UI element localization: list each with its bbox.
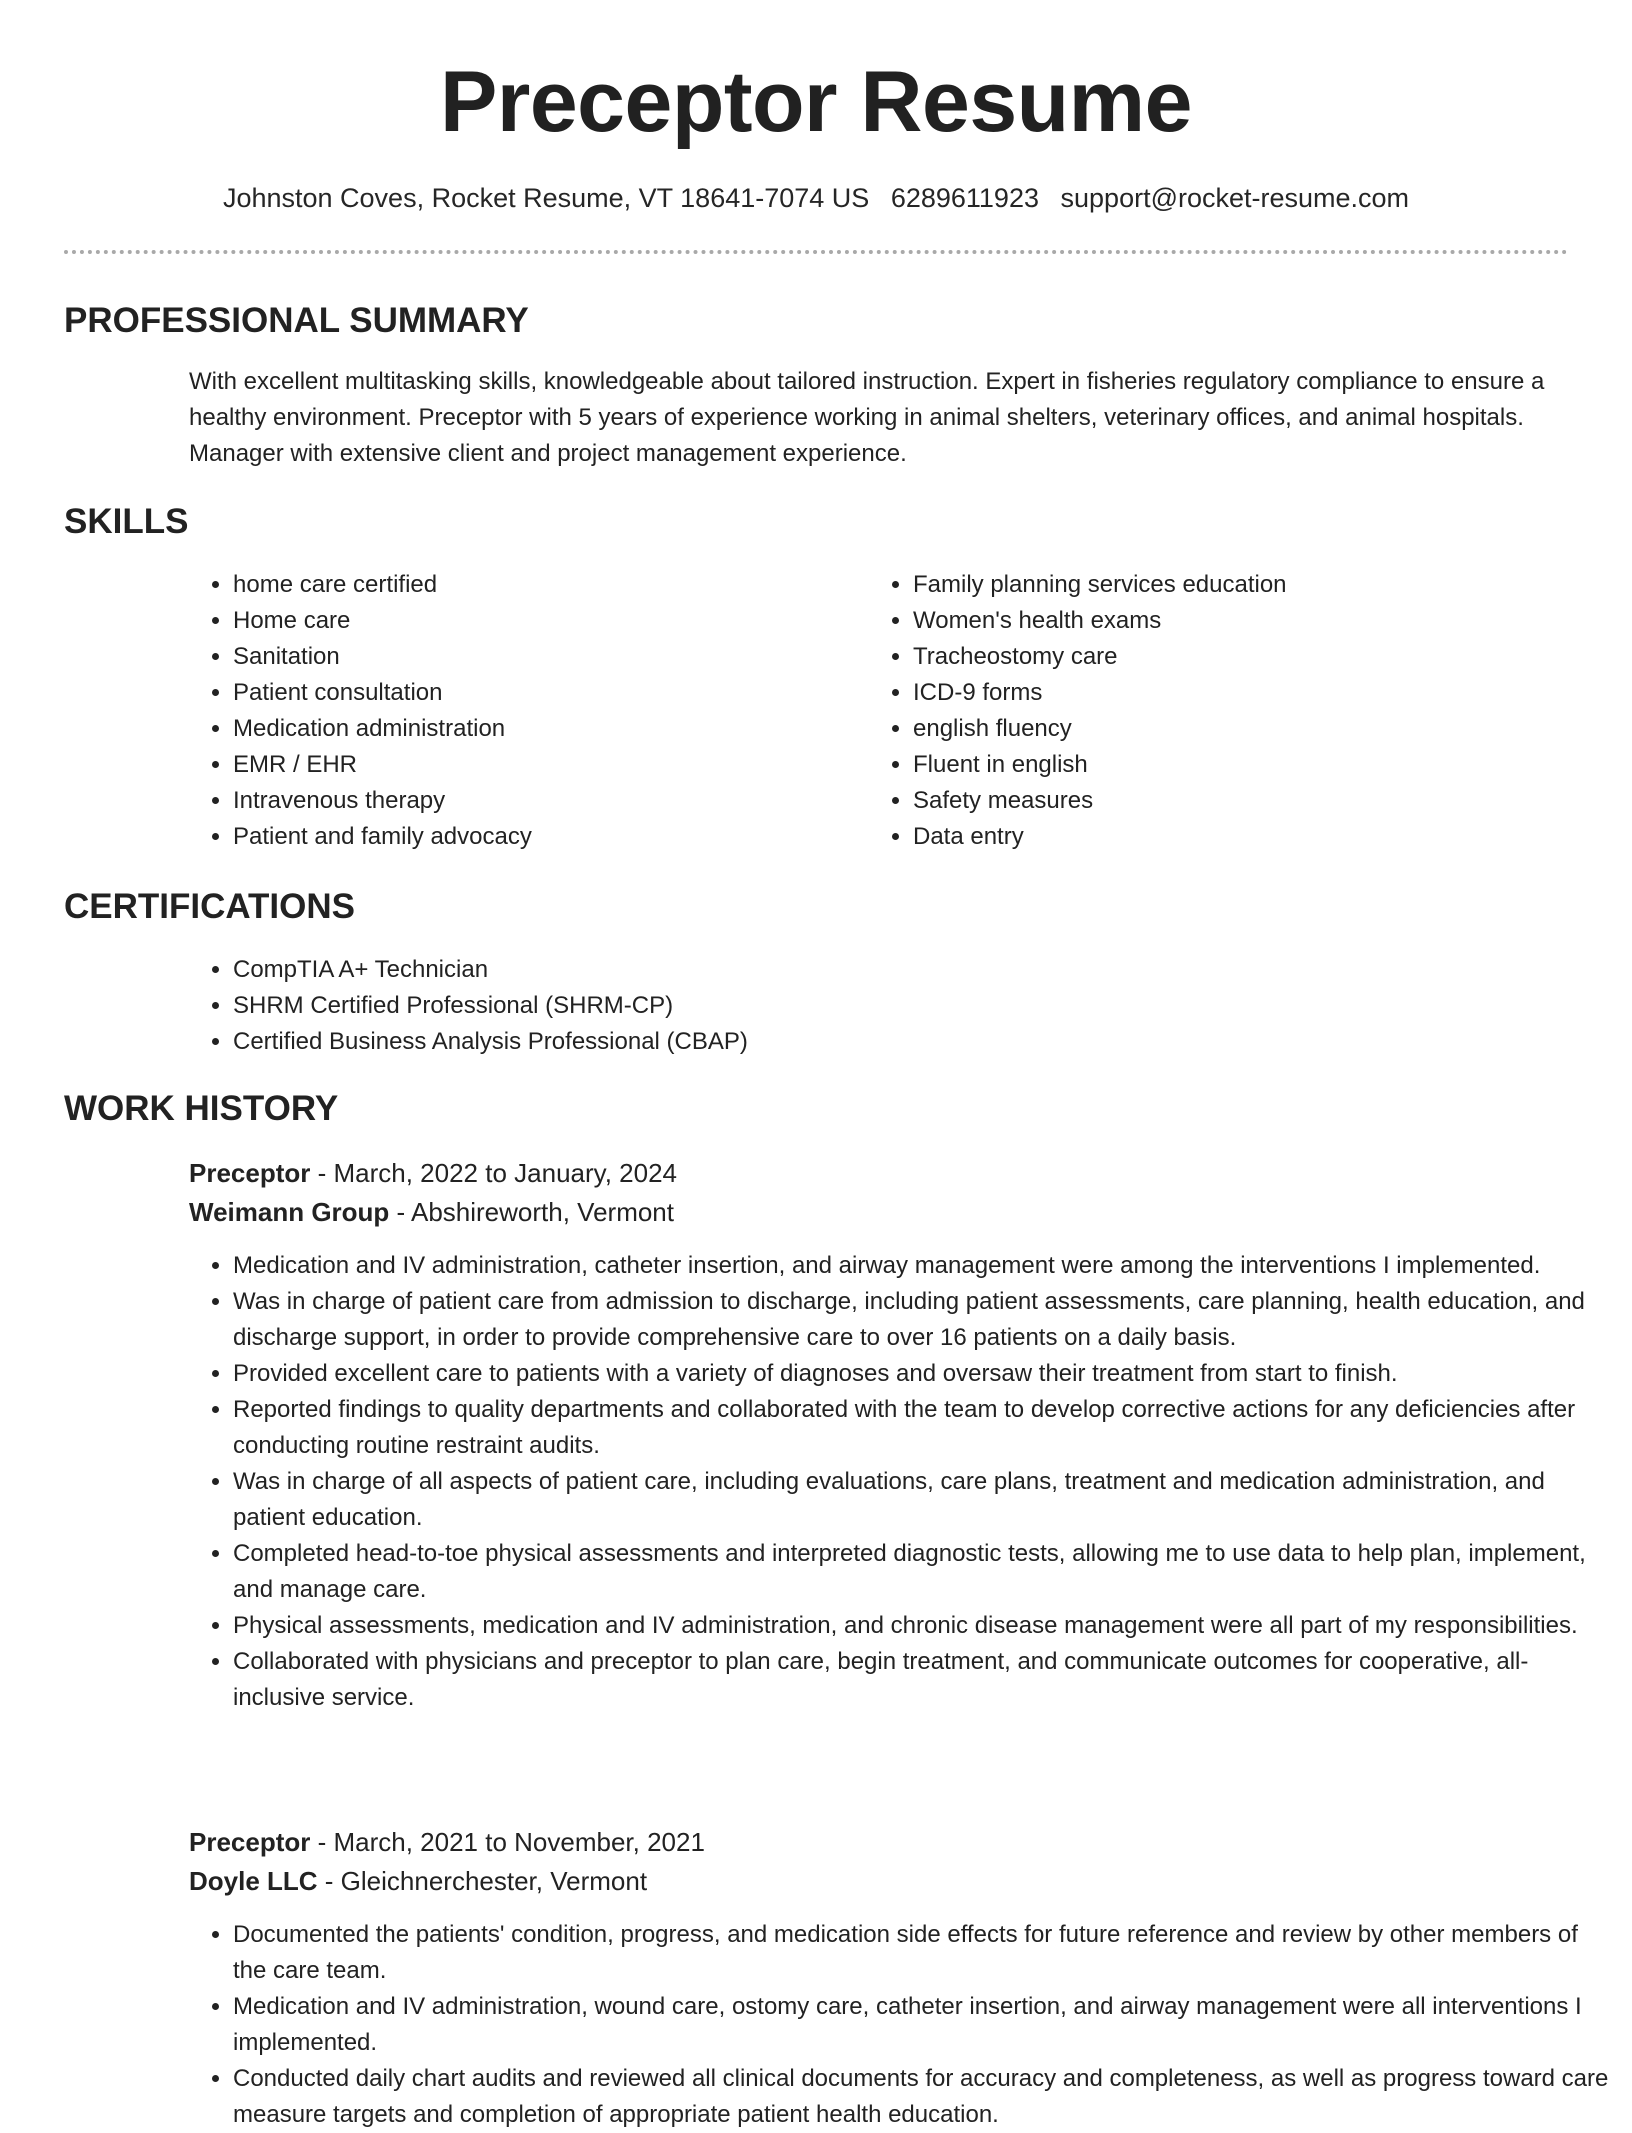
section-title-work-history: WORK HISTORY xyxy=(64,1089,339,1128)
job-bullet: • Collaborated with physicians and preceptor to plan care, begin treatment, and communicate outcomes for cooperative, all-inclusive service. xyxy=(233,1644,1613,1716)
job-company-line xyxy=(189,1862,647,1900)
job-bullets xyxy=(189,1248,1613,1716)
section-title-summary: PROFESSIONAL SUMMARY xyxy=(64,301,529,340)
skill-item: • Women's health exams xyxy=(913,603,1553,639)
skill-item: • Sanitation xyxy=(233,639,873,675)
section-title-skills: SKILLS xyxy=(64,502,189,541)
job-dates: - March, 2021 to November, 2021 xyxy=(310,1827,705,1857)
certification-item: • Certified Business Analysis Professional (CBAP) xyxy=(233,1024,1613,1060)
skill-item: • Fluent in english xyxy=(913,747,1553,783)
certifications-list xyxy=(189,952,1613,1060)
skill-item: • Home care xyxy=(233,603,873,639)
job-location: - Gleichnerchester, Vermont xyxy=(317,1866,648,1896)
job-dates: - March, 2022 to January, 2024 xyxy=(310,1158,678,1188)
skill-item: • Safety measures xyxy=(913,783,1553,819)
job-bullet: • Medication and IV administration, catheter insertion, and airway management were among the interventions I implemented. xyxy=(233,1248,1613,1284)
skill-item: • english fluency xyxy=(913,711,1553,747)
skill-item: • Tracheostomy care xyxy=(913,639,1553,675)
job-bullet: • Completed head-to-toe physical assessments and interpreted diagnostic tests, allowing me to use data to help plan, implement, and manage care. xyxy=(233,1536,1613,1608)
skill-item: • home care certified xyxy=(233,567,873,603)
job-company: Weimann Group xyxy=(189,1197,390,1227)
skill-item: • Patient and family advocacy xyxy=(233,819,873,855)
job-bullet: • Medication and IV administration, wound care, ostomy care, catheter insertion, and airway management were all interventions I implemented. xyxy=(233,1989,1613,2061)
job-bullets xyxy=(189,1917,1613,2133)
job-title-line xyxy=(189,1154,677,1192)
job-bullet: • Was in charge of patient care from admission to discharge, including patient assessments, care planning, health education, and discharge support, in order to provide comprehensive care to over 16 patients on a daily basis. xyxy=(233,1284,1613,1356)
job-bullet: • Physical assessments, medication and IV administration, and chronic disease management were all part of my responsibilities. xyxy=(233,1608,1613,1644)
skill-item: • Intravenous therapy xyxy=(233,783,873,819)
skills-list-right xyxy=(869,567,1553,855)
skill-item: • ICD-9 forms xyxy=(913,675,1553,711)
skill-item: • Family planning services education xyxy=(913,567,1553,603)
skills-list-left xyxy=(189,567,873,855)
job-bullet: • Conducted daily chart audits and reviewed all clinical documents for accuracy and completeness, as well as progress toward care measure targets and completion of appropriate patient health education. xyxy=(233,2061,1613,2133)
contact-phone: 6289611923 xyxy=(890,183,1039,213)
summary-text: With excellent multitasking skills, knowledgeable about tailored instruction. Expert in fisheries regulatory compliance to ensure a healthy environment. Preceptor with 5 years of experience working in animal shelters, veterinary offices, and animal hospitals. Manager with extensive client and project management experience. xyxy=(189,368,1545,467)
section-title-certifications: CERTIFICATIONS xyxy=(64,887,356,926)
contact-line xyxy=(0,180,1632,216)
skill-item: • Data entry xyxy=(913,819,1553,855)
skill-item: • EMR / EHR xyxy=(233,747,873,783)
job-company: Doyle LLC xyxy=(189,1866,318,1896)
job-role: Preceptor xyxy=(189,1827,311,1857)
job-location: - Abshireworth, Vermont xyxy=(389,1197,674,1227)
contact-address: Johnston Coves, Rocket Resume, VT 18641-7074 US xyxy=(222,183,870,213)
job-bullet: • Documented the patients' condition, progress, and medication side effects for future reference and review by other members of the care team. xyxy=(233,1917,1613,1989)
job-bullet: • Was in charge of all aspects of patient care, including evaluations, care plans, treatment and medication administration, and patient education. xyxy=(233,1464,1613,1536)
job-bullet: • Reported findings to quality departments and collaborated with the team to develop corrective actions for any deficiencies after conducting routine restraint audits. xyxy=(233,1392,1613,1464)
skill-item: • Patient consultation xyxy=(233,675,873,711)
job-bullet: • Provided excellent care to patients with a variety of diagnoses and oversaw their treatment from start to finish. xyxy=(233,1356,1613,1392)
resume-title: Preceptor Resume xyxy=(440,54,1192,150)
job-role: Preceptor xyxy=(189,1158,311,1188)
certification-item: • SHRM Certified Professional (SHRM-CP) xyxy=(233,988,1613,1024)
job-title-line xyxy=(189,1823,705,1861)
header-divider xyxy=(64,250,1568,254)
job-company-line xyxy=(189,1193,674,1231)
certification-item: • CompTIA A+ Technician xyxy=(233,952,1613,988)
skill-item: • Medication administration xyxy=(233,711,873,747)
contact-email: support@rocket-resume.com xyxy=(1060,183,1410,213)
